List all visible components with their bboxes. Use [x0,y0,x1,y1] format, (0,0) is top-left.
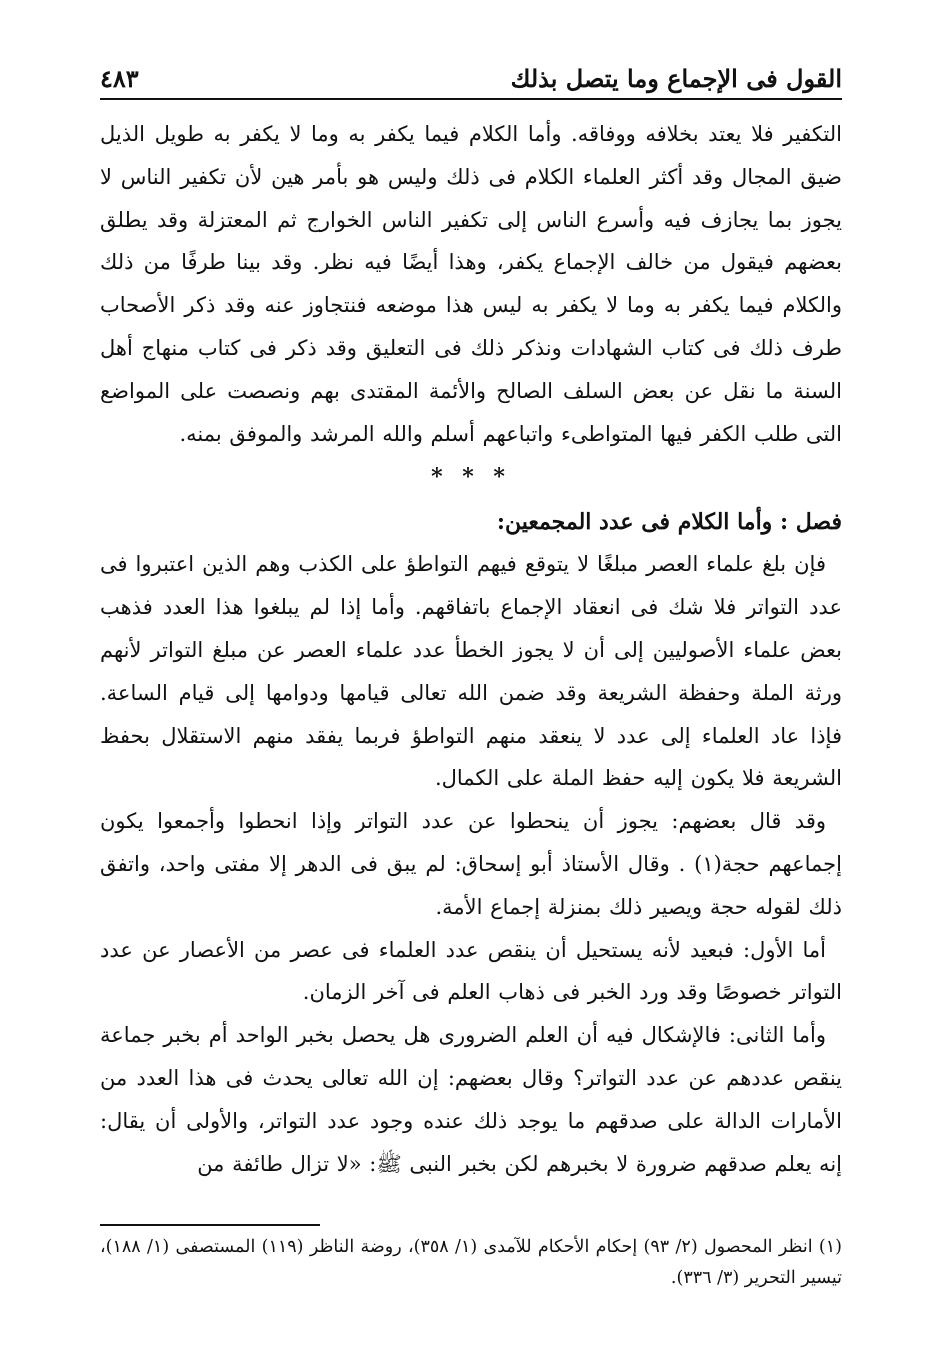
page-number: ٤٨٣ [100,64,139,93]
section-separator: * * * [431,464,511,491]
footnote-1: (١) انظر المحصول (٢/ ٩٣) إحكام الأحكام للآمدى (١/ ٣٥٨)، روضة الناظر (١١٩) المستصفى (١/ ١٨٨)، تيسير التحرير (٣/ ٣٣٦). [100,1237,842,1288]
footnote-rule [100,1224,320,1226]
page-header [100,62,842,100]
section-heading: فصل : وأما الكلام فى عدد المجمعين: [496,509,842,536]
paragraph-1: التكفير فلا يعتد بخلافه ووفاقه. وأما الكلام فيما يكفر به وما لا يكفر به طويل الذيل ضيق المجال وقد أكثر العلماء الكلام فى ذلك وليس هو بأمر هين لأن تكفير الناس لا يجوز بما يجازف فيه وأسرع الناس إلى تكفير الناس الخوارج ثم المعتزلة وقد يطلق بعضهم فيقول من خالف الإجماع يكفر، وهذا أيضًا فيه نظر. وقد بينا طرفًا من ذلك والكلام فيما يكفر به وما لا يكفر به ليس هذا موضعه فنتجاوز عنه وقد ذكر الأصحاب طرف ذلك فى كتاب الشهادات ونذكر ذلك فى التعليق وقد ذكر فى كتاب منهاج أهل السنة ما نقل عن بعض السلف الصالح والأئمة المقتدى بهم ونصصت على المواضع التى طلب الكفر فيها المتواطىء واتباعهم أسلم والله المرشد والموفق بمنه. [100,122,842,446]
paragraph-4: أما الأول: فبعيد لأنه يستحيل أن ينقص عدد العلماء فى عصر من الأعصار عن عدد التواتر خصوصًا وقد ورد الخبر فى ذهاب العلم فى آخر الزمان. [100,937,842,1005]
footnotes [100,1224,842,1294]
running-title: القول فى الإجماع وما يتصل بذلك [510,64,842,93]
paragraph-2: فإن بلغ علماء العصر مبلغًا لا يتوقع فيهم التواطؤ على الكذب وهم الذين اعتبروا فى عدد التواتر فلا شك فى انعقاد الإجماع باتفاقهم. وأما إذا لم يبلغوا هذا العدد فذهب بعض علماء الأصوليين إلى أن لا يجوز الخطأ عدد علماء العصر عن مبلغ التواتر لأنهم ورثة الملة وحفظة الشريعة وقد ضمن الله تعالى قيامها ودوامها إلى قيام الساعة. فإذا عاد العلماء إلى عدد لا ينعقد منهم التواطؤ فربما يفقد منهم الاستقلال بحفظ الشريعة فلا يكون إليه حفظ الملة على الكمال. [100,552,842,791]
paragraph-3: وقد قال بعضهم: يجوز أن ينحطوا عن عدد التواتر وإذا انحطوا وأجمعوا يكون إجماعهم حجة(١) . وقال الأستاذ أبو إسحاق: لم يبق فى الدهر إلا مفتى واحد، واتفق ذلك لقوله حجة ويصير ذلك بمنزلة إجماع الأمة. [100,809,842,919]
paragraph-5: وأما الثانى: فالإشكال فيه أن العلم الضرورى هل يحصل بخبر الواحد أم بخبر جماعة ينقص عددهم عن عدد التواتر؟ وقال بعضهم: إن الله تعالى يحدث فى هذا العدد من الأمارات الدالة على صدقهم ما يوجد ذلك عنده وجود عدد التواتر، والأولى أن يقال: إنه يعلم صدقهم ضرورة لا بخبرهم لكن بخبر النبى ﷺ: «لا تزال طائفة من [100,1023,842,1176]
main-text [100,113,842,1185]
